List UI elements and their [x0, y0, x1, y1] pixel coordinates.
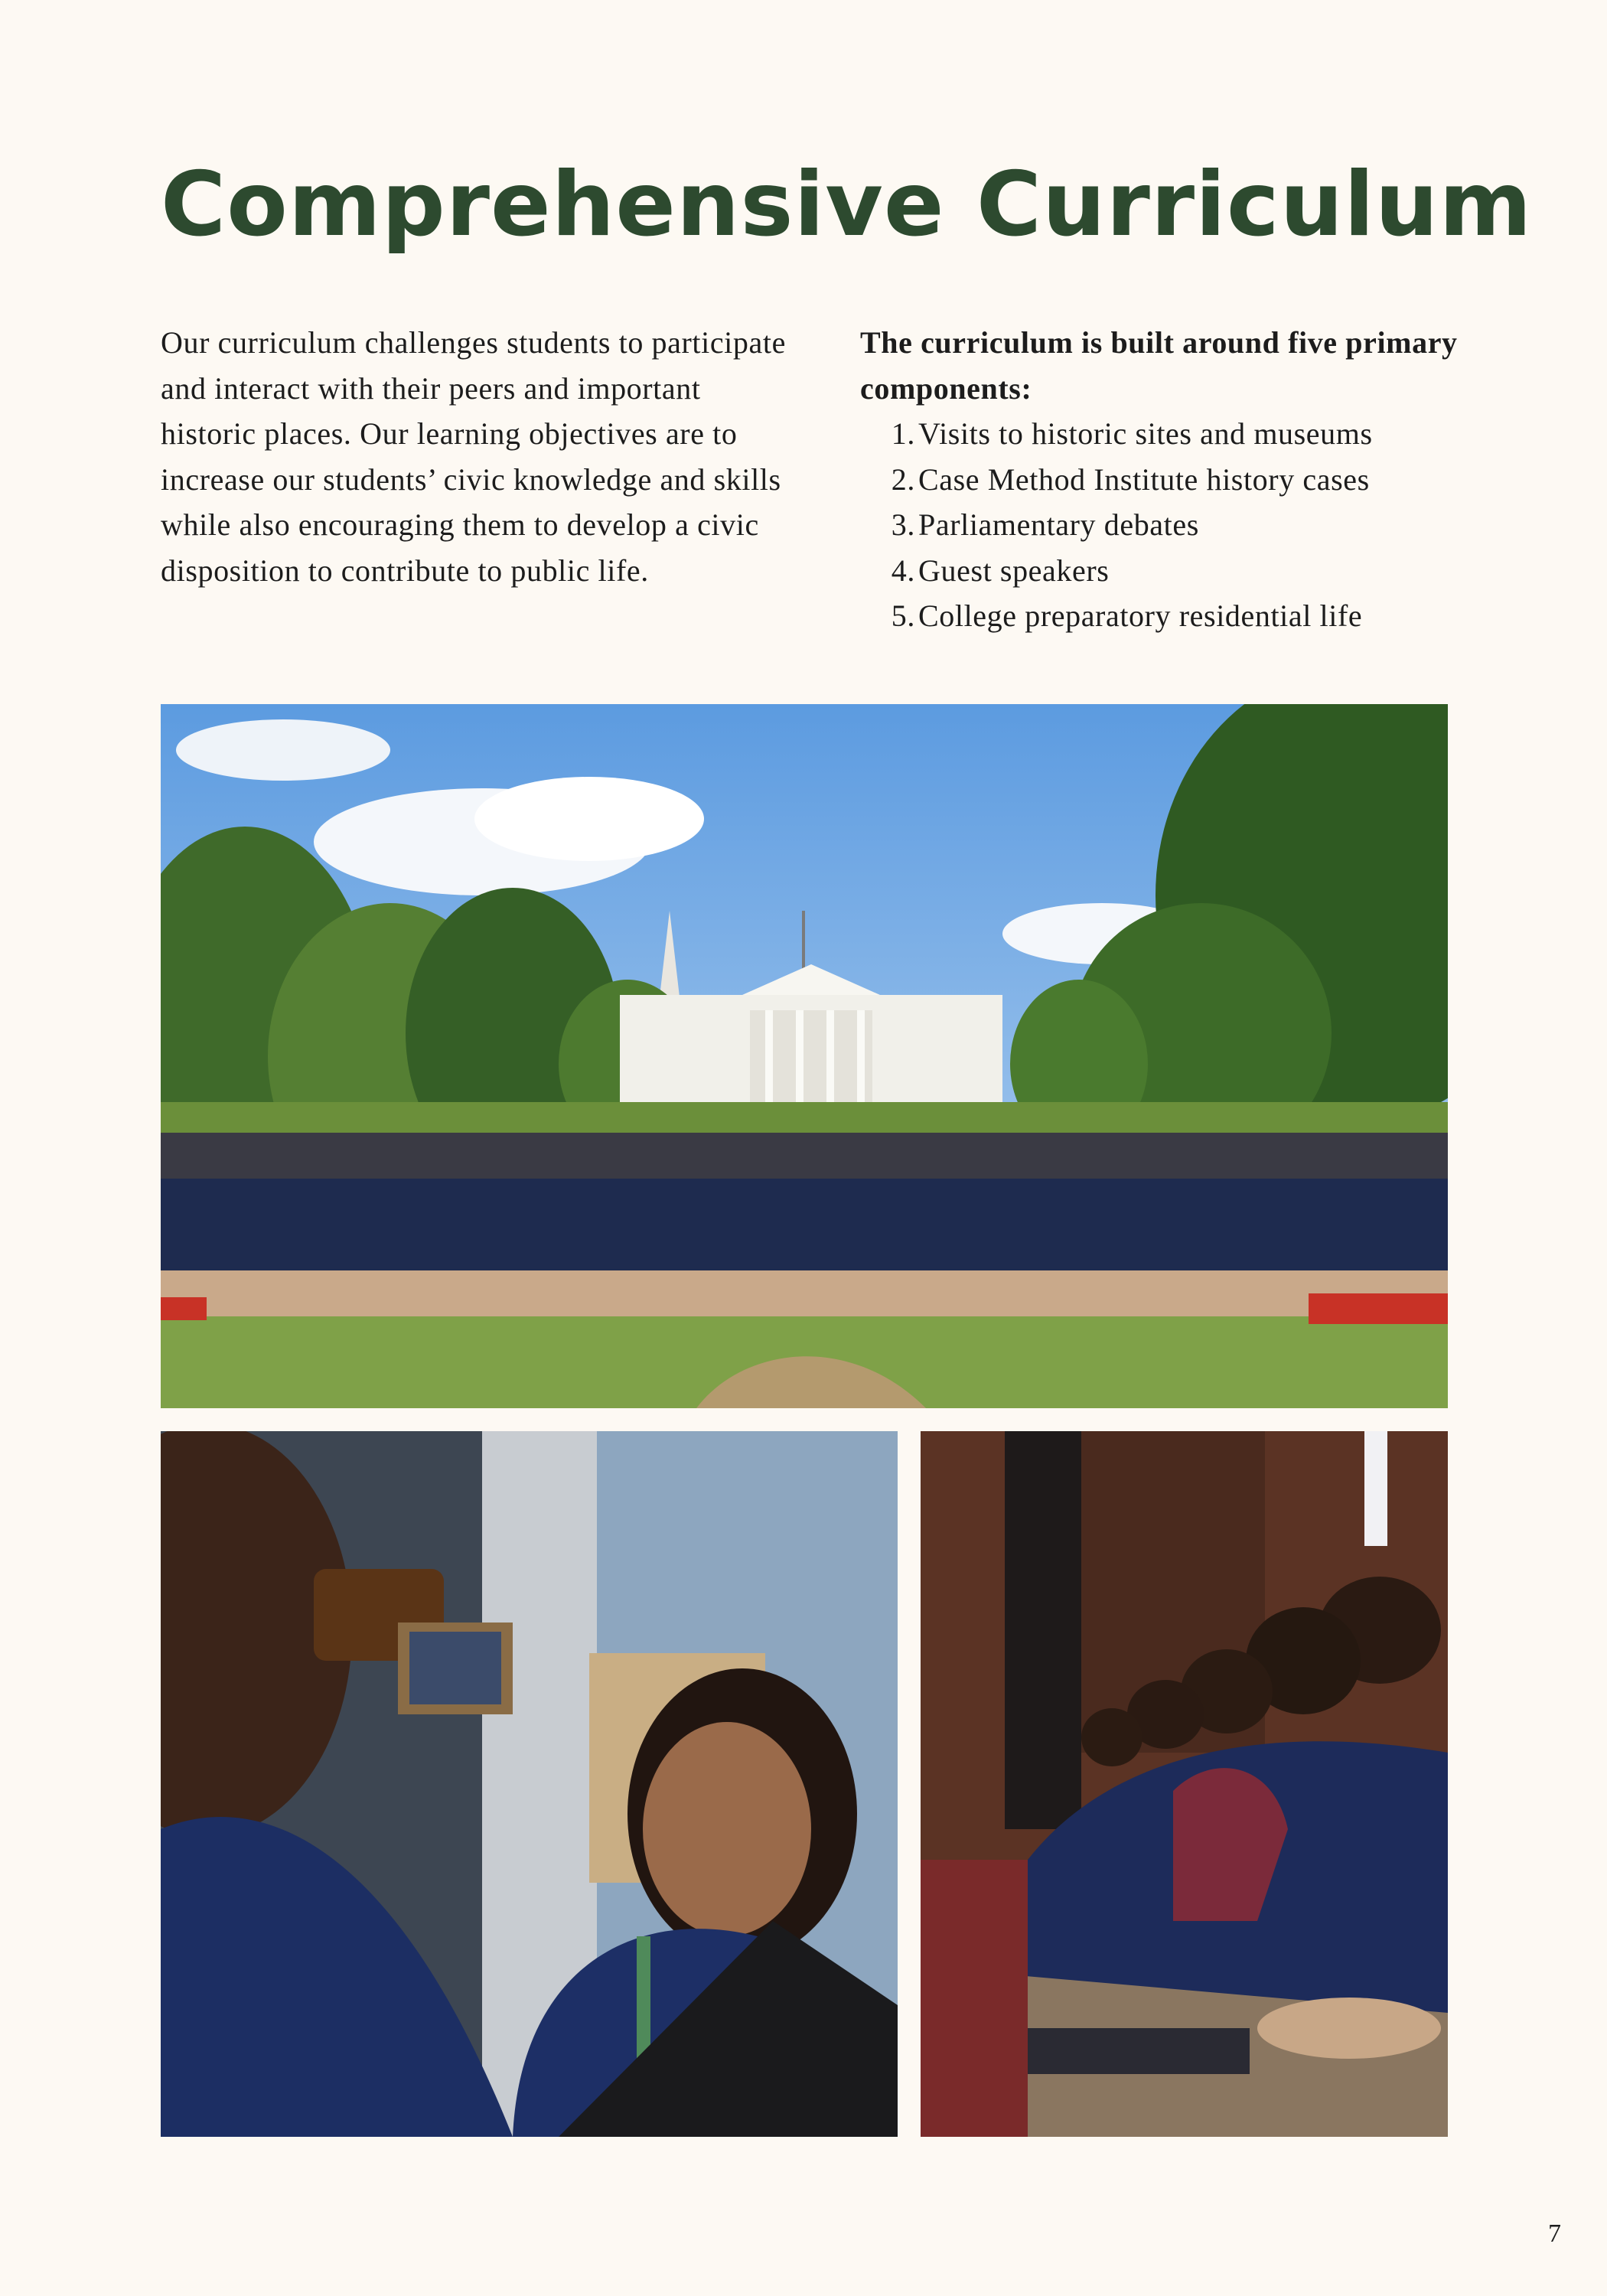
page-number: 7: [1548, 2219, 1561, 2248]
list-item-number: 4.: [891, 553, 915, 588]
list-item-text: Parliamentary debates: [918, 507, 1199, 542]
list-item-number: 2.: [891, 461, 915, 497]
components-section: [860, 320, 1472, 639]
list-item-number: 5.: [891, 598, 915, 633]
list-item: [860, 411, 1472, 457]
list-item-text: College preparatory residential life: [918, 598, 1363, 633]
list-item: [860, 502, 1472, 548]
list-item-number: 3.: [891, 507, 915, 542]
list-item-text: Guest speakers: [918, 553, 1110, 588]
list-item: [860, 457, 1472, 503]
components-lead: The curriculum is built around five primary components:: [860, 325, 1458, 406]
stereoscope-photo-illustration: [161, 1431, 898, 2137]
list-item-text: Visits to historic sites and museums: [918, 416, 1373, 451]
components-list: [860, 411, 1472, 639]
intro-paragraph: Our curriculum challenges students to participate and interact with their peers and important historic places. Our learning objectives are to increase our students’ civic knowledge and skills while also encouraging them to develop a civic disposition to contribute to public life.: [161, 325, 786, 588]
list-item: [860, 548, 1472, 594]
group-photo-white-house: [161, 704, 1448, 1408]
auditorium-students-photo: [921, 1431, 1448, 2137]
auditorium-photo-illustration: [921, 1431, 1448, 2137]
list-item: [860, 593, 1472, 639]
page-title: Comprehensive Curriculum: [161, 153, 1533, 256]
list-item-number: 1.: [891, 416, 915, 451]
students-stereoscope-photo: [161, 1431, 898, 2137]
group-photo-illustration: [161, 704, 1448, 1408]
list-item-text: Case Method Institute history cases: [918, 461, 1370, 497]
